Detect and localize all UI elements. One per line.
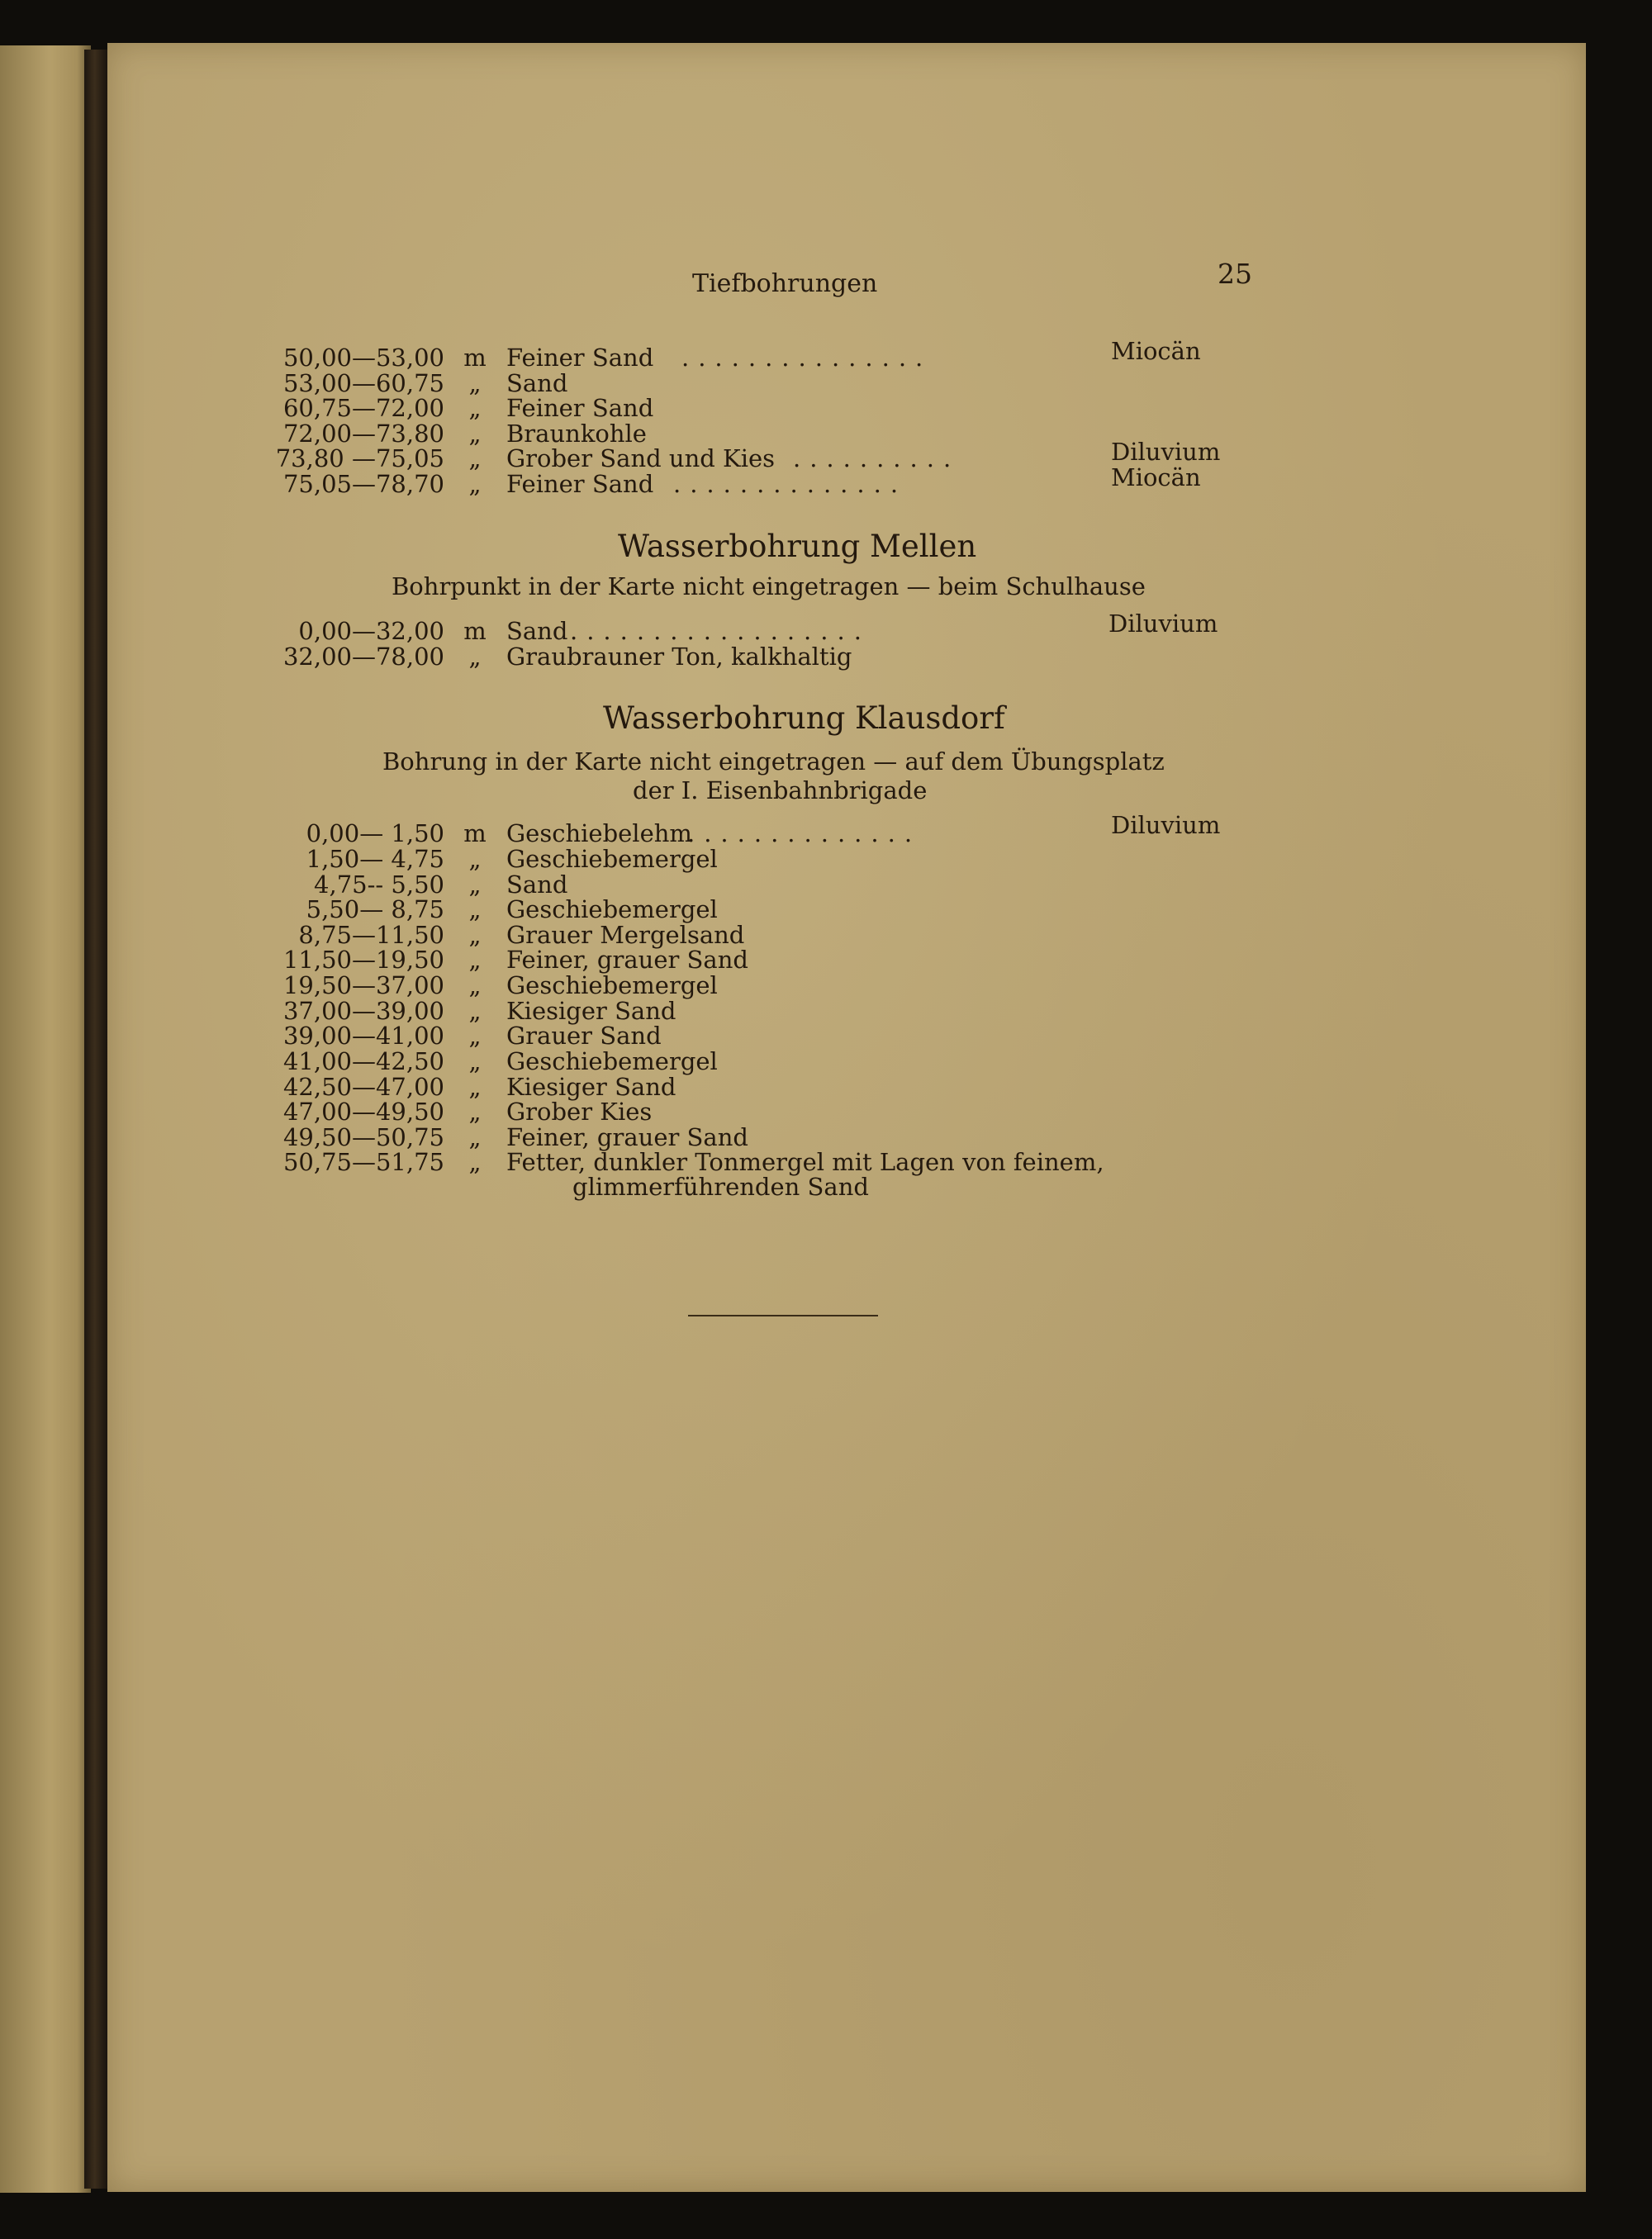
depth-cell: 5,50— 8,75 <box>306 895 444 923</box>
unit-cell: „ <box>468 870 482 899</box>
depth-cell: 49,50—50,75 <box>282 1123 444 1151</box>
unit-cell: „ <box>468 394 482 422</box>
section-title-klausdorf: Wasserbohrung Klausdorf <box>603 700 1005 736</box>
unit-cell: „ <box>468 921 482 949</box>
leader-dots: .......... <box>793 446 961 471</box>
material-cell: Feiner Sand <box>506 470 654 498</box>
leader-dots: .............. <box>673 472 908 496</box>
material-cell: Grauer Sand <box>506 1022 662 1050</box>
unit-cell: „ <box>468 895 482 923</box>
material-cell: Geschiebemergel <box>506 845 718 873</box>
unit-cell: „ <box>468 1148 482 1176</box>
unit-cell: m <box>463 819 487 847</box>
depth-cell: 0,00— 1,50 <box>306 819 444 847</box>
unit-cell: „ <box>468 1123 482 1151</box>
unit-cell: „ <box>468 470 482 498</box>
material-cell: Geschiebemergel <box>506 1047 718 1075</box>
material-cell: Geschiebemergel <box>506 971 718 999</box>
leader-dots: .................. <box>570 619 871 643</box>
material-cell: Geschiebemergel <box>506 895 718 923</box>
material-cell: Feiner Sand <box>506 344 654 372</box>
depth-cell: 11,50—19,50 <box>282 946 444 974</box>
depth-cell: 0,00—32,00 <box>298 617 444 645</box>
running-title: Tiefbohrungen <box>692 269 878 298</box>
depth-cell: 37,00—39,00 <box>282 997 444 1025</box>
age-cell: Diluvium <box>1111 438 1221 466</box>
depth-cell: 72,00—73,80 <box>282 420 444 448</box>
depth-cell: 4,75-- 5,50 <box>314 870 444 899</box>
depth-cell: 1,50— 4,75 <box>306 845 444 873</box>
leader-dots: ............... <box>681 345 933 370</box>
depth-cell: 19,50—37,00 <box>282 971 444 999</box>
material-cell: Fetter, dunkler Tonmergel mit Lagen von feinem, <box>506 1148 1104 1176</box>
unit-cell: „ <box>468 1098 482 1126</box>
depth-cell: 53,00—60,75 <box>282 369 444 397</box>
depth-cell: 8,75—11,50 <box>298 921 444 949</box>
facing-page-edge <box>0 45 91 2193</box>
unit-cell: „ <box>468 1047 482 1075</box>
material-cell: Sand <box>506 369 568 397</box>
section-subtitle-mellen: Bohrpunkt in der Karte nicht eingetragen — beim Schulhause <box>392 572 1146 600</box>
material-cell: Graubrauner Ton, kalkhaltig <box>506 643 852 671</box>
depth-cell: 50,75—51,75 <box>282 1148 444 1176</box>
depth-cell: 73,80 —75,05 <box>275 444 444 472</box>
unit-cell: „ <box>468 997 482 1025</box>
unit-cell: „ <box>468 1022 482 1050</box>
unit-cell: m <box>463 344 487 372</box>
material-cell: Kiesiger Sand <box>506 1073 676 1101</box>
material-cell: Grauer Mergelsand <box>506 921 745 949</box>
material-cell: Sand <box>506 870 568 899</box>
depth-cell: 41,00—42,50 <box>282 1047 444 1075</box>
age-cell: Miocän <box>1111 463 1201 491</box>
depth-cell: 42,50—47,00 <box>282 1073 444 1101</box>
depth-cell: 50,00—53,00 <box>282 344 444 372</box>
section-title-mellen: Wasserbohrung Mellen <box>618 529 977 564</box>
material-cell: Braunkohle <box>506 420 647 448</box>
unit-cell: m <box>463 617 487 645</box>
material-cell: Feiner Sand <box>506 394 654 422</box>
age-cell: Diluvium <box>1108 610 1218 638</box>
depth-cell: 60,75—72,00 <box>282 394 444 422</box>
material-cell: Kiesiger Sand <box>506 997 676 1025</box>
unit-cell: „ <box>468 971 482 999</box>
page-number: 25 <box>1218 258 1252 290</box>
material-cell: Feiner, grauer Sand <box>506 946 748 974</box>
depth-cell: 47,00—49,50 <box>282 1098 444 1126</box>
closing-rule <box>688 1315 878 1316</box>
material-cell: Feiner, grauer Sand <box>506 1123 748 1151</box>
unit-cell: „ <box>468 845 482 873</box>
depth-cell: 75,05—78,70 <box>282 470 444 498</box>
section-subtitle-klausdorf-line2: der I. Eisenbahnbrigade <box>633 776 928 804</box>
book-spine <box>84 50 107 2189</box>
material-cell: Grober Sand und Kies <box>506 444 776 472</box>
unit-cell: „ <box>468 444 482 472</box>
unit-cell: „ <box>468 1073 482 1101</box>
unit-cell: „ <box>468 420 482 448</box>
material-cell: Sand <box>506 617 568 645</box>
material-cell: Geschiebelehm <box>506 819 692 847</box>
age-cell: Diluvium <box>1111 811 1221 839</box>
material-continuation: glimmerführenden Sand <box>572 1173 869 1201</box>
depth-cell: 39,00—41,00 <box>282 1022 444 1050</box>
age-cell: Miocän <box>1111 337 1201 365</box>
leader-dots: .............. <box>687 821 922 846</box>
unit-cell: „ <box>468 369 482 397</box>
material-cell: Grober Kies <box>506 1098 653 1126</box>
unit-cell: „ <box>468 946 482 974</box>
unit-cell: „ <box>468 643 482 671</box>
section-subtitle-klausdorf-line1: Bohrung in der Karte nicht eingetragen — auf dem Übungsplatz <box>382 747 1165 776</box>
depth-cell: 32,00—78,00 <box>282 643 444 671</box>
